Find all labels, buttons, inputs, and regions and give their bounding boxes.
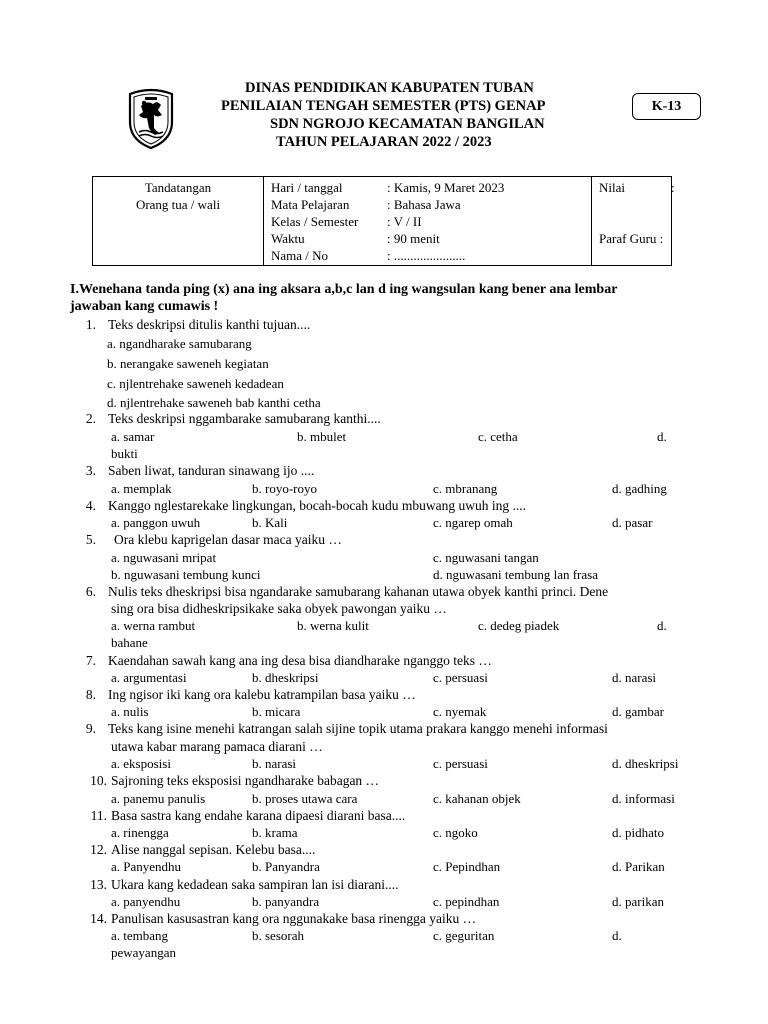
curriculum-badge: K-13	[632, 93, 701, 120]
signature-label: Tandatangan	[144, 180, 212, 195]
q3-option-c[interactable]: c. mbranang	[433, 481, 498, 496]
header-school: SDN NGROJO KECAMATAN BANGILAN	[270, 116, 545, 132]
header-academic-year: TAHUN PELAJARAN 2022 / 2023	[276, 134, 492, 150]
q10-option-b[interactable]: b. proses utawa cara	[252, 791, 358, 806]
q2-option-a[interactable]: a. samar	[111, 429, 155, 444]
q5-option-b[interactable]: b. nguwasani tembung kunci	[111, 567, 261, 582]
q7-option-b[interactable]: b. dheskripsi	[252, 670, 319, 685]
q3-option-a[interactable]: a. memplak	[111, 481, 172, 496]
q4-option-c[interactable]: c. ngarep omah	[433, 515, 513, 530]
q9-option-b[interactable]: b. narasi	[252, 756, 297, 771]
q2-option-b[interactable]: b. mbulet	[297, 429, 347, 444]
q8-option-a[interactable]: a. nulis	[111, 704, 149, 719]
q13-option-d[interactable]: d. parikan	[612, 894, 664, 909]
q1-option-c[interactable]: c. njlentrehake saweneh kedadean	[107, 376, 284, 391]
q3-option-b[interactable]: b. royo-royo	[252, 481, 317, 496]
info-value-name: : ......................	[387, 248, 466, 263]
q8-option-d[interactable]: d. gambar	[612, 704, 664, 719]
q8-option-b[interactable]: b. micara	[252, 704, 301, 719]
q2-option-d-text: bukti	[111, 446, 138, 461]
q14-option-a[interactable]: a. tembang	[111, 928, 169, 943]
q6-option-d-text: bahane	[111, 635, 148, 650]
q4-option-d[interactable]: d. pasar	[612, 515, 653, 530]
q7-option-a[interactable]: a. argumentasi	[111, 670, 187, 685]
q6-option-c[interactable]: c. dedeg piadek	[478, 618, 560, 633]
q14-option-d[interactable]: d.	[612, 928, 622, 943]
q11-option-c[interactable]: c. ngoko	[433, 825, 478, 840]
student-info-table	[92, 176, 675, 266]
question-9-cont: utawa kabar marang pamaca diarani …	[111, 739, 323, 754]
info-label-class: Kelas / Semester	[271, 214, 359, 229]
q13-option-b[interactable]: b. panyandra	[252, 894, 320, 909]
q1-option-b[interactable]: b. nerangake saweneh kegiatan	[107, 356, 269, 371]
q2-option-d[interactable]: d.	[657, 429, 667, 444]
q8-option-c[interactable]: c. nyemak	[433, 704, 487, 719]
q10-option-c[interactable]: c. kahanan objek	[433, 791, 521, 806]
instruction-line-1: I.Wenehana tanda ping (x) ana ing aksara a,b,c lan d ing wangsulan kang bener ana lembar	[70, 282, 618, 297]
header-agency: DINAS PENDIDIKAN KABUPATEN TUBAN	[245, 80, 534, 96]
q5-option-d[interactable]: d. nguwasani tembung lan frasa	[433, 567, 598, 582]
instruction-line-2: jawaban kang cumawis !	[70, 299, 219, 314]
score-label: Nilai	[599, 180, 625, 195]
signature-sublabel: Orang tua / wali	[135, 197, 221, 212]
q13-option-a[interactable]: a. panyendhu	[111, 894, 181, 909]
q6-option-a[interactable]: a. werna rambut	[111, 618, 196, 633]
q12-option-b[interactable]: b. Panyandra	[252, 859, 320, 874]
score-colon: :	[671, 180, 675, 195]
info-label-name: Nama / No	[271, 248, 329, 263]
q3-option-d[interactable]: d. gadhing	[612, 481, 667, 496]
info-value-time: : 90 menit	[387, 231, 440, 246]
tuban-regency-emblem	[127, 88, 175, 150]
q14-option-c[interactable]: c. geguritan	[433, 928, 495, 943]
q4-option-a[interactable]: a. panggon uwuh	[111, 515, 201, 530]
q7-option-d[interactable]: d. narasi	[612, 670, 657, 685]
q11-option-d[interactable]: d. pidhato	[612, 825, 664, 840]
teacher-initial-label: Paraf Guru :	[599, 231, 664, 246]
q6-option-b[interactable]: b. werna kulit	[297, 618, 369, 633]
q4-option-b[interactable]: b. Kali	[252, 515, 288, 530]
q2-option-c[interactable]: c. cetha	[478, 429, 518, 444]
q6-option-d[interactable]: d.	[657, 618, 667, 633]
info-label-date: Hari / tanggal	[271, 180, 343, 195]
q7-option-c[interactable]: c. persuasi	[433, 670, 488, 685]
q1-option-a[interactable]: a. ngandharake samubarang	[107, 336, 252, 351]
q12-option-a[interactable]: a. Panyendhu	[111, 859, 182, 874]
q13-option-c[interactable]: c. pepindhan	[433, 894, 500, 909]
header-exam-title: PENILAIAN TENGAH SEMESTER (PTS) GENAP	[221, 98, 546, 114]
info-value-class: : V / II	[387, 214, 422, 229]
q14-option-d-text: pewayangan	[111, 945, 176, 960]
q14-option-b[interactable]: b. sesorah	[252, 928, 304, 943]
q9-option-a[interactable]: a. eksposisi	[111, 756, 171, 771]
info-value-date: : Kamis, 9 Maret 2023	[387, 180, 505, 195]
info-value-subject: : Bahasa Jawa	[387, 197, 461, 212]
info-label-time: Waktu	[271, 231, 305, 246]
q10-option-a[interactable]: a. panemu panulis	[111, 791, 206, 806]
info-label-subject: Mata Pelajaran	[271, 197, 350, 212]
q10-option-d[interactable]: d. informasi	[612, 791, 675, 806]
q5-option-c[interactable]: c. nguwasani tangan	[433, 550, 539, 565]
q11-option-b[interactable]: b. krama	[252, 825, 298, 840]
q5-option-a[interactable]: a. nguwasani mripat	[111, 550, 217, 565]
q12-option-d[interactable]: d. Parikan	[612, 859, 665, 874]
q11-option-a[interactable]: a. rinengga	[111, 825, 169, 840]
q9-option-c[interactable]: c. persuasi	[433, 756, 488, 771]
q12-option-c[interactable]: c. Pepindhan	[433, 859, 501, 874]
q9-option-d[interactable]: d. dheskripsi	[612, 756, 679, 771]
question-6-cont: sing ora bisa didheskripsikake saka obyek pawongan yaiku …	[111, 601, 447, 616]
q1-option-d[interactable]: d. njlentrehake saweneh bab kanthi cetha	[107, 395, 321, 410]
